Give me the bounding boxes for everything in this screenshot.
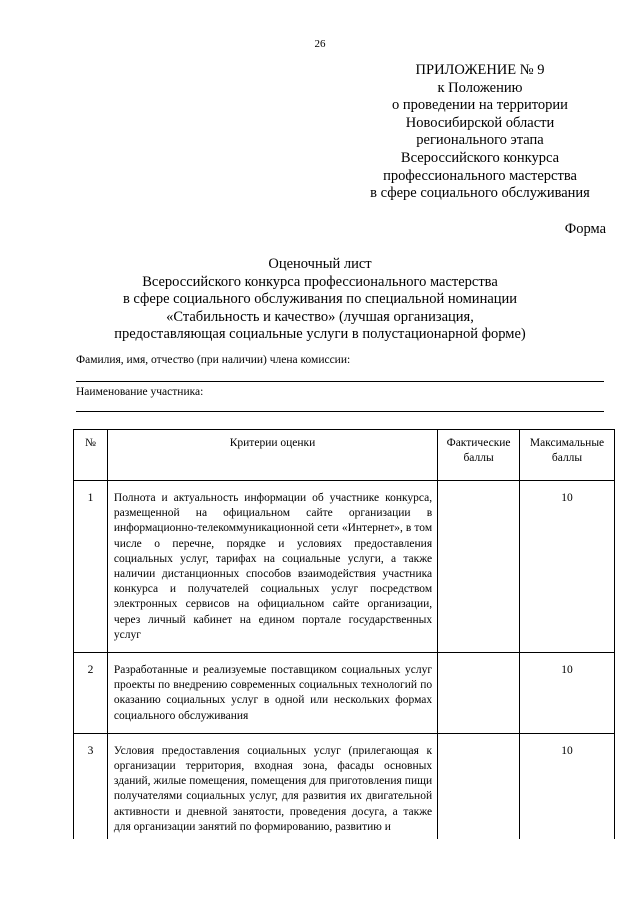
- title-line: предоставляющая социальные услуги в полустационарной форме): [114, 326, 526, 343]
- row-max-score: 10: [520, 653, 615, 734]
- appendix-line: профессионального мастерства: [383, 167, 577, 184]
- row-actual-score[interactable]: [438, 653, 520, 734]
- document-title: [70, 256, 570, 344]
- row-num: 3: [74, 733, 108, 839]
- row-actual-score[interactable]: [438, 733, 520, 839]
- appendix-header: [360, 62, 600, 203]
- row-max-score: 10: [520, 733, 615, 839]
- commission-member-field[interactable]: [76, 381, 604, 382]
- row-num: 1: [74, 481, 108, 653]
- form-label: Форма: [564, 221, 606, 237]
- appendix-line: Всероссийского конкурса: [400, 149, 560, 166]
- row-criteria: Полнота и актуальность информации об участнике конкурса, размещенной на официальном сайте организации в информационно-телекоммуникационной сети «Интернет», в том числе о перечне, порядке и условиях предоставления социальных услуг, тарифах на социальные услуги, а также наличии дистанционных способов взаимодействия участника конкурса и получателей социальных услуг посредством электронных сервисов на официальном сайте организации, через личный кабинет на едином портале государственных услуг: [107, 481, 437, 653]
- row-max-score: 10: [520, 481, 615, 653]
- title-line: «Стабильность и качество» (лучшая организация,: [166, 308, 474, 325]
- table-row: [74, 733, 615, 839]
- title-line: в сфере социального обслуживания по специальной номинации: [122, 291, 518, 308]
- appendix-line: ПРИЛОЖЕНИЕ № 9: [415, 62, 545, 78]
- row-num: 2: [74, 653, 108, 734]
- commission-member-label: Фамилия, имя, отчество (при наличии) члена комиссии:: [76, 354, 351, 366]
- appendix-line: о проведении на территории: [392, 97, 568, 114]
- title-line: Оценочный лист: [268, 256, 372, 272]
- row-actual-score[interactable]: [438, 481, 520, 653]
- page-number: 26: [314, 38, 326, 50]
- participant-field[interactable]: [76, 411, 604, 412]
- row-criteria: Разработанные и реализуемые поставщиком социальных услуг проекты по внедрению современных социальных технологий по оказанию социальных услуг в одной или нескольких формах социального обслуживания: [107, 653, 437, 734]
- table-row: [74, 481, 615, 653]
- title-line: Всероссийского конкурса профессионального мастерства: [142, 273, 498, 290]
- appendix-line: регионального этапа: [416, 132, 544, 149]
- header-criteria: Критерии оценки: [107, 430, 437, 481]
- appendix-line: к Положению: [437, 79, 523, 96]
- header-max: Максимальные баллы: [520, 430, 615, 481]
- appendix-line: Новосибирской области: [405, 114, 555, 131]
- appendix-line: в сфере социального обслуживания: [370, 185, 590, 202]
- table-row: [74, 653, 615, 734]
- header-num: №: [74, 430, 108, 481]
- header-actual: Фактические баллы: [438, 430, 520, 481]
- row-criteria: Условия предоставления социальных услуг (прилегающая к организации территория, входная зона, фасады основных зданий, жилые помещения, помещения для приготовления пищи получателями социальных услуг, для развития их двигательной активности и дневной занятости, проведения досуга, а также для организации занятий по формированию, развитию и: [107, 733, 437, 839]
- table-header-row: [74, 430, 615, 481]
- participant-label: Наименование участника:: [76, 386, 204, 398]
- criteria-table: [73, 429, 615, 839]
